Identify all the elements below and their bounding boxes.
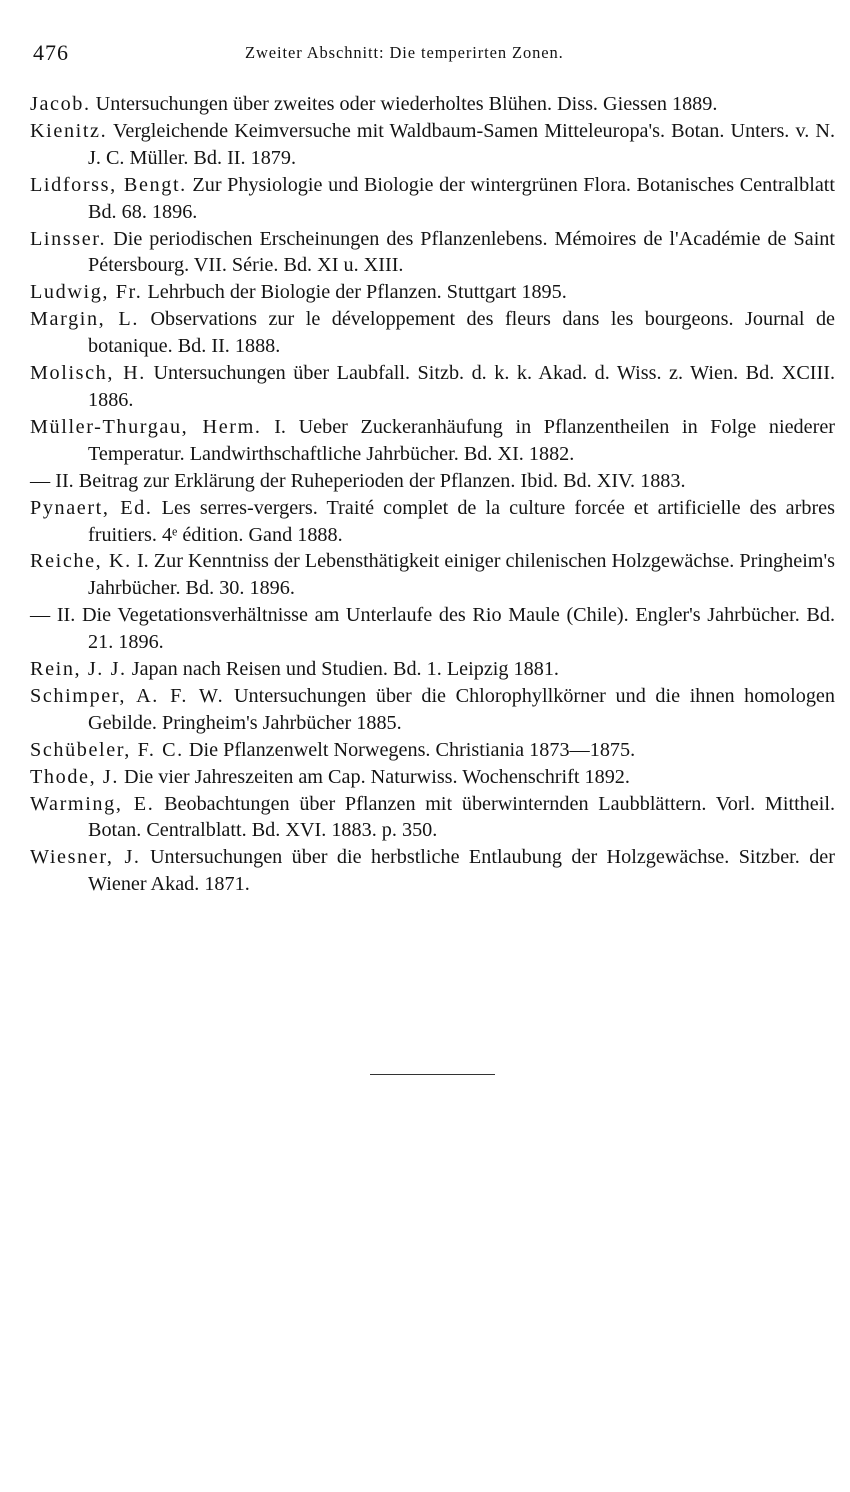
page-header [33,40,815,70]
entry-author: Müller-Thurgau, Herm. [30,415,262,438]
entry-text: Die vier Jahreszeiten am Cap. Naturwiss. Wochenschrift 1892. [124,765,630,788]
bibliography-entry-continued [30,468,835,495]
entry-text: Untersuchungen über zweites oder wiederholtes Blühen. Diss. Giessen 1889. [95,93,718,115]
running-title: Zweiter Abschnitt: Die temperirten Zonen. [245,43,564,62]
entry-text: Untersuchungen über die Chlorophyllkörner und die ihnen homologen Gebilde. Pringheim's Jahrbücher 1885. [88,684,835,734]
bibliography-entry [30,683,835,737]
entry-text: Die periodischen Erscheinungen des Pflanzenlebens. Mémoires de l'Académie de Saint Pétersbourg. VII. Série. Bd. XI u. XIII. [88,227,836,277]
bibliography-entry [30,737,835,764]
bibliography-entry [30,306,835,360]
entry-author: Schübeler, F. C. [30,738,184,761]
entry-author: Kienitz. [30,119,108,142]
entry-text: I. Zur Kenntniss der Lebensthätigkeit einiger chilenischen Holzgewächse. Pringheim's Jahrbücher. Bd. 30. 1896. [88,550,835,600]
bibliography-entry [30,172,835,226]
entry-author: Rein, J. J. [30,658,127,681]
entry-author: Pynaert, Ed. [30,496,153,519]
entry-text: Untersuchungen über die herbstliche Entlaubung der Holzgewächse. Sitzber. der Wiener Akad. 1871. [88,846,835,896]
entry-text: Zur Physiologie und Biologie der wintergrünen Flora. Botanisches Centralblatt Bd. 68. 1896. [88,173,835,223]
entry-author: Margin, L. [30,308,139,331]
bibliography-entry [30,844,835,898]
bibliography-entry [30,764,835,791]
entry-author: Linsser. [30,227,107,250]
bibliography-entry [30,118,835,172]
entry-text: Untersuchungen über Laubfall. Sitzb. d. k. k. Akad. d. Wiss. z. Wien. Bd. XCIII. 1886. [88,362,836,411]
entry-author: Lidforss, Bengt. [30,173,187,196]
entry-author: Ludwig, Fr. [30,281,143,304]
bibliography-entry-continued [30,602,835,656]
entry-author: Schimper, A. F. W. [30,684,225,707]
entry-text: Les serres-vergers. Traité complet de la culture forcée et artificielle des arbres fruitiers. 4ᵉ édition. Gand 1888. [88,496,835,546]
section-divider [370,1074,495,1075]
entry-author: Warming, E. [30,792,155,815]
entry-author: Molisch, H. [30,362,146,385]
bibliography-list [30,91,835,898]
entry-author: Wiesner, J. [30,846,141,869]
bibliography-entry [30,91,835,118]
entry-text: I. Ueber Zuckeranhäufung in Pflanzentheilen in Folge niederer Temperatur. Landwirthschaftliche Jahrbücher. Bd. XI. 1882. [88,415,836,465]
bibliography-entry [30,548,835,602]
bibliography-entry [30,226,835,280]
entry-author: Reiche, K. [30,550,132,573]
entry-author: Jacob. [30,93,91,115]
entry-text: Lehrbuch der Biologie der Pflanzen. Stuttgart 1895. [147,281,567,304]
bibliography-entry [30,414,835,468]
entry-text: — II. Beitrag zur Erklärung der Ruheperioden der Pflanzen. Ibid. Bd. XIV. 1883. [30,469,686,492]
entry-text: Beobachtungen über Pflanzen mit überwinternden Laubblättern. Vorl. Mittheil. Botan. Centralblatt. Bd. XVI. 1883. p. 350. [88,792,836,842]
entry-text: Vergleichende Keimversuche mit Waldbaum-Samen Mitteleuropa's. Botan. Unters. v. N. J. C. Müller. Bd. II. 1879. [88,119,835,169]
bibliography-entry [30,656,835,683]
bibliography-entry [30,791,835,845]
entry-text: — II. Die Vegetationsverhältnisse am Unterlaufe des Rio Maule (Chile). Engler's Jahrbücher. Bd. 21. 1896. [30,604,835,654]
entry-author: Thode, J. [30,765,119,788]
bibliography-entry [30,279,835,306]
entry-text: Japan nach Reisen und Studien. Bd. 1. Leipzig 1881. [131,658,559,681]
entry-text: Die Pflanzenwelt Norwegens. Christiania 1873—1875. [188,738,636,761]
bibliography-entry [30,495,835,549]
bibliography-entry [30,360,835,414]
entry-text: Observations zur le développement des fleurs dans les bourgeons. Journal de botanique. Bd. II. 1888. [88,308,835,358]
page-number: 476 [33,40,69,65]
